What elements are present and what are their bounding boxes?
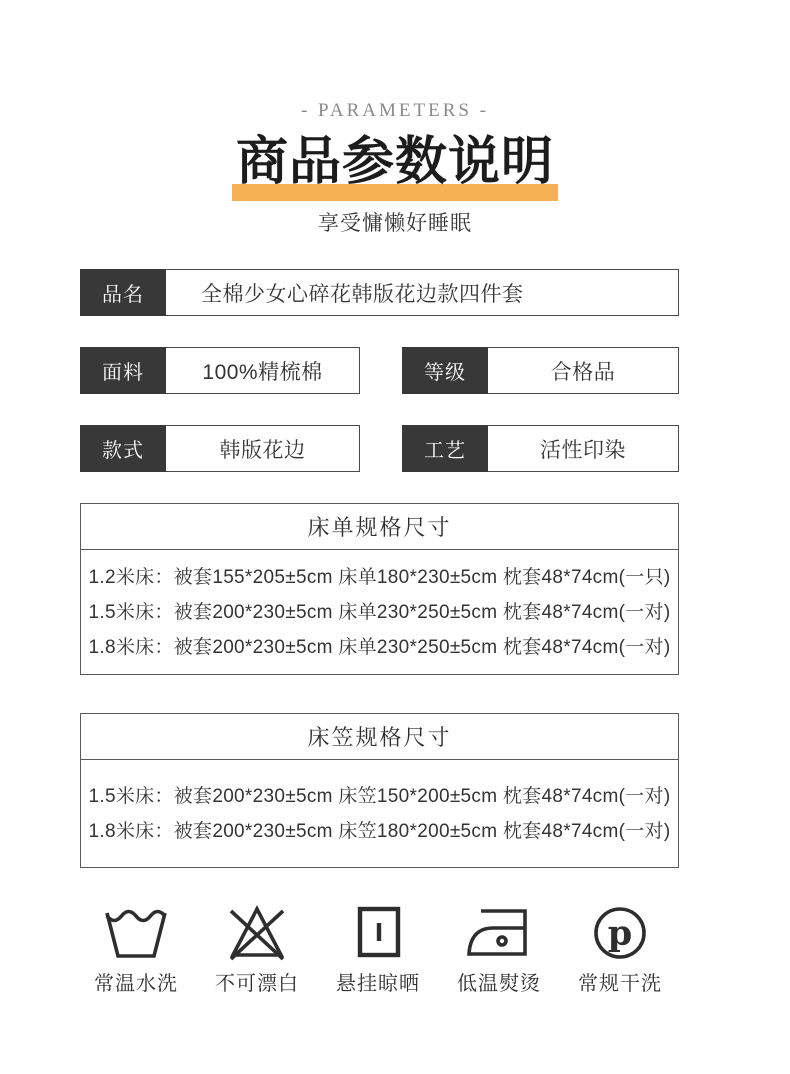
attribute-label: 品名 — [80, 269, 166, 316]
care-item-hang-dry — [320, 902, 436, 996]
attribute-row-product-name — [80, 269, 679, 316]
care-instructions-row — [78, 902, 678, 996]
sheet-spec-title: 床单规格尺寸 — [81, 504, 678, 550]
attribute-label: 面料 — [80, 347, 166, 394]
spec-line: 1.8米床：被套200*230±5cm 床笠180*200±5cm 枕套48*74cm(一对) — [88, 820, 671, 842]
fitted-spec-body — [81, 760, 678, 867]
spec-line: 1.2米床：被套155*205±5cm 床单180*230±5cm 枕套48*74cm(一只) — [88, 566, 671, 588]
attribute-row-fabric — [80, 347, 360, 394]
attribute-value: 全棉少女心碎花韩版花边款四件套 — [201, 282, 524, 306]
care-item-dry-clean — [562, 902, 678, 996]
attribute-label: 款式 — [80, 425, 166, 472]
care-item-no-bleach — [199, 902, 315, 996]
care-item-wash — [78, 902, 194, 996]
attribute-label: 等级 — [402, 347, 488, 394]
care-label: 不可漂白 — [215, 973, 299, 995]
attribute-value: 100%精梳棉 — [202, 360, 323, 384]
spec-line: 1.5米床：被套200*230±5cm 床笠150*200±5cm 枕套48*74cm(一对) — [88, 785, 671, 807]
dry-clean-icon — [585, 902, 655, 962]
fitted-spec-box — [80, 713, 679, 868]
care-label: 低温熨烫 — [457, 973, 541, 995]
fitted-spec-title: 床笠规格尺寸 — [81, 714, 678, 760]
no-bleach-icon — [222, 902, 292, 962]
iron-low-icon — [464, 902, 534, 962]
wash-tub-icon — [101, 902, 171, 962]
care-label: 常规干洗 — [578, 973, 662, 995]
care-label: 悬挂晾晒 — [336, 973, 420, 995]
dry-clean-letter: p — [607, 913, 633, 954]
attribute-value: 韩版花边 — [219, 438, 306, 462]
hang-dry-icon — [343, 902, 413, 962]
sheet-spec-body — [81, 550, 678, 674]
care-label: 常温水洗 — [94, 973, 178, 995]
page-title — [236, 130, 554, 195]
spec-line: 1.5米床：被套200*230±5cm 床单230*250±5cm 枕套48*74cm(一对) — [88, 601, 671, 623]
attribute-value: 活性印染 — [540, 438, 626, 462]
eyebrow-text: - PARAMETERS - — [300, 100, 490, 121]
attribute-row-craft — [402, 425, 679, 472]
page-title-wrap — [0, 130, 790, 195]
spec-line: 1.8米床：被套200*230±5cm 床单230*250±5cm 枕套48*74cm(一对) — [88, 636, 671, 658]
attribute-label: 工艺 — [402, 425, 488, 472]
page-subtitle: 享受慵懒好睡眠 — [318, 212, 472, 235]
page-title-text: 商品参数说明 — [235, 133, 554, 191]
attribute-row-grade — [402, 347, 679, 394]
attribute-row-style — [80, 425, 360, 472]
sheet-spec-box — [80, 503, 679, 675]
attribute-value: 合格品 — [550, 360, 616, 384]
care-item-iron — [441, 902, 557, 996]
